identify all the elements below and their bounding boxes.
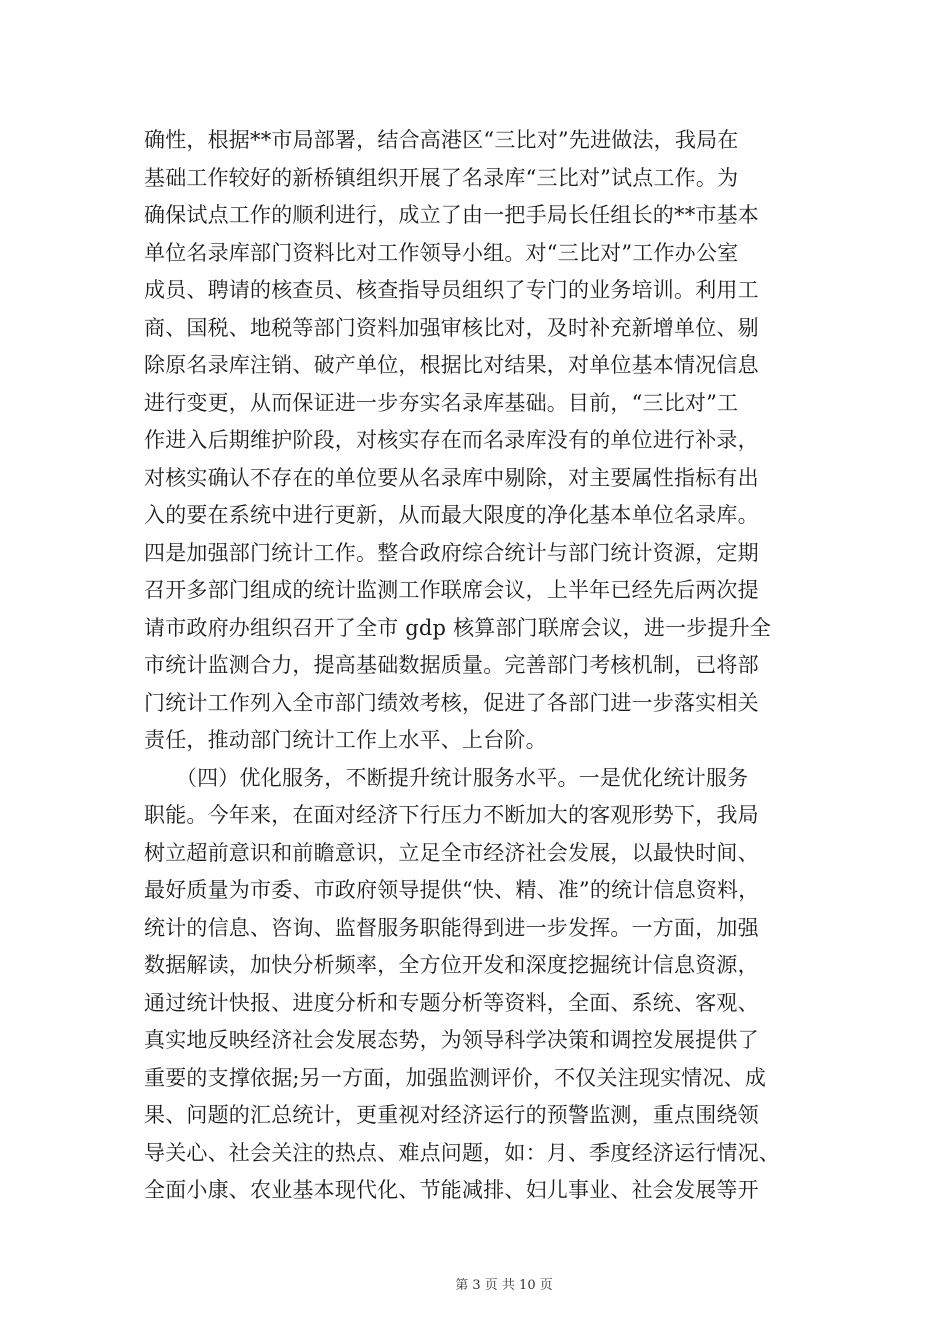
text-line: 请市政府办组织召开了全市 gdp 核算部门联席会议，进一步提升全 [144,615,772,640]
text-line: 召开多部门组成的统计监测工作联席会议，上半年已经先后两次提 [144,578,759,602]
text-line: 果、问题的汇总统计，更重视对经济运行的预警监测，重点围绕领 [144,1103,759,1127]
text-line: 责任，推动部门统计工作上水平、上台阶。 [144,728,547,752]
text-line: （四）优化服务，不断提升统计服务水平。一是优化统计服务 [144,765,749,790]
text-line: 单位名录库部门资料比对工作领导小组。对“三比对”工作办公室 [144,240,739,265]
text-line: 除原名录库注销、破产单位，根据比对结果，对单位基本情况信息 [144,353,759,377]
text-line: 统计的信息、咨询、监督服务职能得到进一步发挥。一方面，加强 [144,915,759,940]
text-line: 重要的支撑依据;另一方面，加强监测评价，不仅关注现实情况、成 [144,1065,767,1090]
text-line: 成员、聘请的核查员、核查指导员组织了专门的业务培训。利用工 [144,278,759,302]
text-line: 确保试点工作的顺利进行，成立了由一把手局长任组长的**市基本 [144,203,759,227]
text-line: 入的要在系统中进行更新，从而最大限度的净化基本单位名录库。 [144,503,759,527]
text-line: 对核实确认不存在的单位要从名录库中剔除，对主要属性指标有出 [144,465,759,490]
text-line: 确性，根据**市局部署，结合高港区“三比对”先进做法，我局在 [144,128,739,152]
text-line: 全面小康、农业基本现代化、节能减排、妇儿事业、社会发展等开 [144,1178,759,1202]
text-line: 导关心、社会关注的热点、难点问题，如：月、季度经济运行情况、 [144,1140,780,1165]
text-line: 门统计工作列入全市部门绩效考核，促进了各部门进一步落实相关 [144,690,759,715]
text-line: 四是加强部门统计工作。整合政府综合统计与部门统计资源，定期 [144,540,759,565]
text-line: 基础工作较好的新桥镇组织开展了名录库“三比对”试点工作。为 [144,165,739,190]
text-line: 树立超前意识和前瞻意识，立足全市经济社会发展，以最快时间、 [144,840,759,865]
page-number-footer: 第 3 页 共 10 页 [455,1278,553,1293]
text-line: 真实地反映经济社会发展态势，为领导科学决策和调控发展提供了 [144,1028,759,1052]
text-line: 进行变更，从而保证进一步夯实名录库基础。目前，“三比对”工 [144,390,739,415]
body-text [144,122,824,1210]
text-line: 职能。今年来，在面对经济下行压力不断加大的客观形势下，我局 [144,803,759,827]
text-line: 最好质量为市委、市政府领导提供“快、精、准”的统计信息资料， [144,878,760,902]
text-line: 商、国税、地税等部门资料加强审核比对，及时补充新增单位、剔 [144,315,759,340]
text-line: 市统计监测合力，提高基础数据质量。完善部门考核机制，已将部 [144,653,759,677]
text-line: 作进入后期维护阶段，对核实存在而名录库没有的单位进行补录， [144,428,759,452]
text-line: 通过统计快报、进度分析和专题分析等资料，全面、系统、客观、 [144,990,759,1015]
text-line: 数据解读，加快分析频率，全方位开发和深度挖掘统计信息资源， [144,953,759,977]
